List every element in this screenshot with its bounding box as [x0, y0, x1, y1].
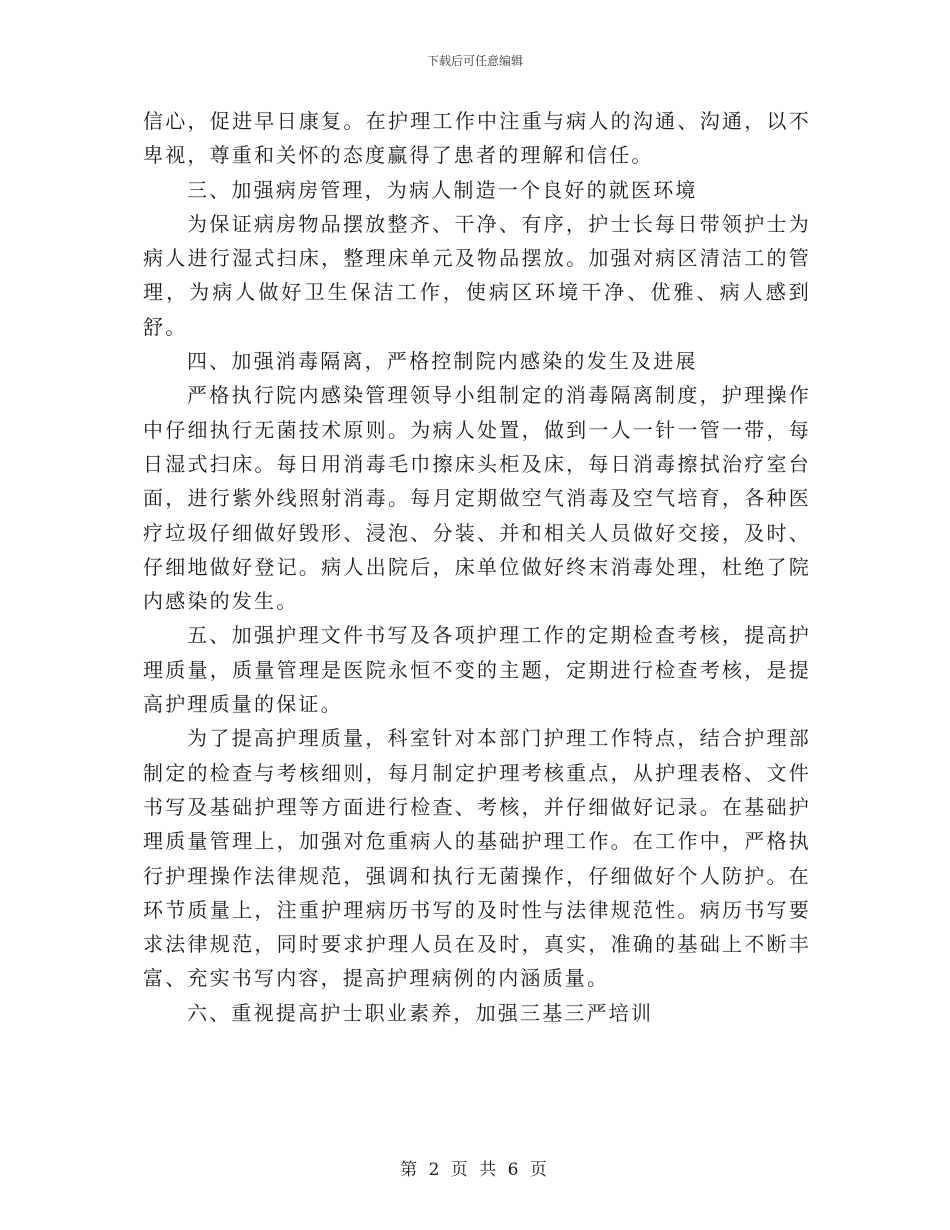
paragraph-continuation: 信心，促进早日康复。在护理工作中注重与病人的沟通、沟通，以不卑视，尊重和关怀的态度赢得了患者的理解和信任。 [143, 109, 811, 168]
paragraph-ward-management: 为保证病房物品摆放整齐、干净、有序，护士长每日带领护士为病人进行湿式扫床，整理床单元及物品摆放。加强对病区清洁工的管理，为病人做好卫生保洁工作，使病区环境干净、优雅、病人感到舒。 [143, 211, 811, 339]
page-header: 下载后可任意编辑 [426, 54, 523, 68]
paragraph-disinfection: 严格执行院内感染管理领导小组制定的消毒隔离制度，护理操作中仔细执行无菌技术原则。为病人处置，做到一人一针一管一带，每日湿式扫床。每日用消毒毛巾擦床头柜及床，每日消毒擦拭治疗室台面，进行紫外线照射消毒。每月定期做空气消毒及空气培育，各种医疗垃圾仔细做好毁形、浸泡、分装、并和相关人员做好交接，及时、仔细地做好登记。病人出院后，床单位做好终末消毒处理，杜绝了院内感染的发生。 [143, 383, 811, 614]
section-heading-3: 三、加强病房管理，为病人制造一个良好的就医环境 [187, 177, 698, 202]
document-body [143, 104, 811, 1030]
page-footer: 第 2 页 共 6 页 [400, 1160, 550, 1180]
section-heading-5: 五、加强护理文件书写及各项护理工作的定期检查考核，提高护理质量，质量管理是医院永恒不变的主题，定期进行检查考核，是提高护理质量的保证。 [143, 623, 811, 717]
section-heading-6: 六、重视提高护士职业素养，加强三基三严培训 [187, 1000, 654, 1025]
paragraph-quality: 为了提高护理质量，科室针对本部门护理工作特点，结合护理部制定的检查与考核细则，每月制定护理考核重点，从护理表格、文件书写及基础护理等方面进行检查、考核，并仔细做好记录。在基础护理质量管理上，加强对危重病人的基础护理工作。在工作中，严格执行护理操作法律规范，强调和执行无菌操作，仔细做好个人防护。在环节质量上，注重护理病历书写的及时性与法律规范性。病历书写要求法律规范，同时要求护理人员在及时，真实，准确的基础上不断丰富、充实书写内容，提高护理病例的内涵质量。 [143, 726, 811, 991]
section-heading-4: 四、加强消毒隔离，严格控制院内感染的发生及进展 [187, 349, 698, 374]
